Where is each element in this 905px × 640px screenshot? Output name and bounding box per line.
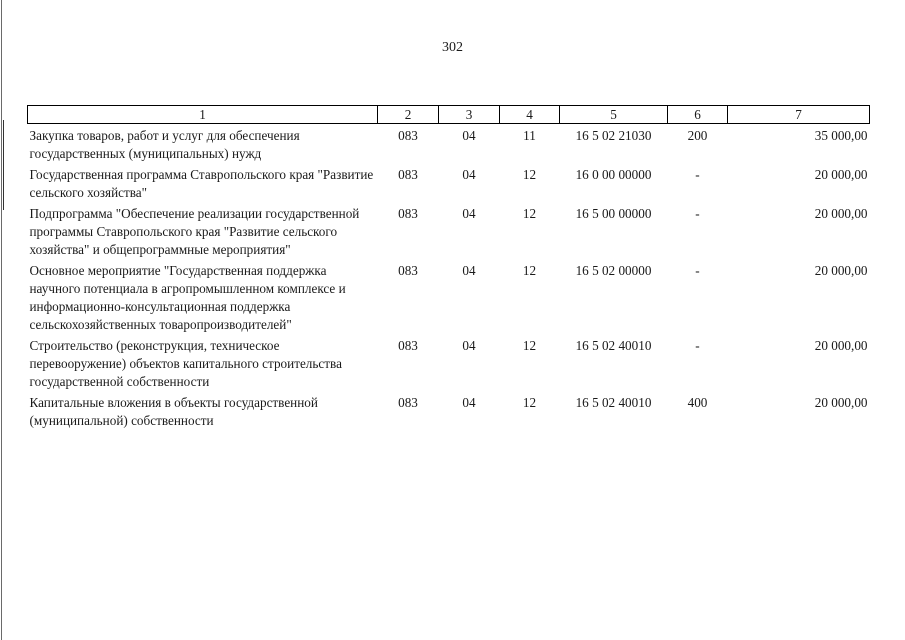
row-amount: 35 000,00 xyxy=(814,128,868,143)
row-section-code: 04 xyxy=(462,263,476,278)
row-target-article: 16 5 02 40010 xyxy=(575,395,652,410)
table-row xyxy=(28,262,870,337)
row-target-article: 16 0 00 00000 xyxy=(575,167,652,182)
row-expense-type: - xyxy=(695,167,700,182)
row-target-article: 16 5 02 00000 xyxy=(575,263,652,278)
row-amount: 20 000,00 xyxy=(814,338,868,353)
row-expense-type: 200 xyxy=(687,128,708,143)
column-header-6: 6 xyxy=(668,106,728,124)
row-name: Строительство (реконструкция, техническое перевооружение) объектов капитального строительства государственной собственности xyxy=(29,338,342,389)
row-name: Закупка товаров, работ и услуг для обеспечения государственных (муниципальных) нужд xyxy=(29,128,300,161)
column-header-7: 7 xyxy=(728,106,870,124)
row-target-article: 16 5 02 40010 xyxy=(575,338,652,353)
table-row xyxy=(28,166,870,205)
header-row xyxy=(28,106,870,124)
row-section-code: 04 xyxy=(462,206,476,221)
budget-table xyxy=(27,105,870,433)
row-ministry-code: 083 xyxy=(398,128,418,143)
row-ministry-code: 083 xyxy=(398,263,418,278)
row-name: Государственная программа Ставропольского края "Развитие сельского хозяйства" xyxy=(29,167,374,200)
row-expense-type: - xyxy=(695,338,700,353)
row-ministry-code: 083 xyxy=(398,167,418,182)
row-name: Основное мероприятие "Государственная поддержка научного потенциала в агропромышленном комплексе и информационно-консультационная поддержка сельскохозяйственных товаропроизводителей" xyxy=(29,263,346,332)
row-target-article: 16 5 02 21030 xyxy=(575,128,652,143)
row-expense-type: - xyxy=(695,263,700,278)
row-section-code: 04 xyxy=(462,395,476,410)
table-header xyxy=(28,106,870,124)
row-name: Подпрограмма "Обеспечение реализации государственной программы Ставропольского края "Развитие сельского хозяйства" и общепрограммные мероприятия" xyxy=(29,206,360,257)
row-amount: 20 000,00 xyxy=(814,206,868,221)
column-header-4: 4 xyxy=(500,106,560,124)
row-name: Капитальные вложения в объекты государственной (муниципальной) собственности xyxy=(29,395,318,428)
row-target-article: 16 5 00 00000 xyxy=(575,206,652,221)
table-row xyxy=(28,394,870,433)
column-header-5: 5 xyxy=(560,106,668,124)
row-amount: 20 000,00 xyxy=(814,167,868,182)
row-ministry-code: 083 xyxy=(398,338,418,353)
row-subsection-code: 12 xyxy=(522,263,537,278)
row-subsection-code: 12 xyxy=(522,338,537,353)
row-subsection-code: 12 xyxy=(522,395,537,410)
row-ministry-code: 083 xyxy=(398,395,418,410)
table-row xyxy=(28,205,870,262)
row-amount: 20 000,00 xyxy=(814,395,868,410)
row-section-code: 04 xyxy=(462,338,476,353)
row-ministry-code: 083 xyxy=(398,206,418,221)
column-header-2: 2 xyxy=(378,106,439,124)
row-section-code: 04 xyxy=(462,167,476,182)
scan-margin-line xyxy=(1,0,2,640)
scan-margin-mark xyxy=(3,120,4,210)
row-subsection-code: 12 xyxy=(522,167,537,182)
row-subsection-code: 11 xyxy=(523,128,536,143)
row-expense-type: 400 xyxy=(687,395,708,410)
column-header-3: 3 xyxy=(439,106,500,124)
page-number: 302 xyxy=(442,40,463,55)
row-expense-type: - xyxy=(695,206,700,221)
table-body xyxy=(28,124,870,434)
row-amount: 20 000,00 xyxy=(814,263,868,278)
table-row xyxy=(28,337,870,394)
table-row xyxy=(28,124,870,167)
column-header-1: 1 xyxy=(28,106,378,124)
row-section-code: 04 xyxy=(462,128,476,143)
row-subsection-code: 12 xyxy=(522,206,537,221)
